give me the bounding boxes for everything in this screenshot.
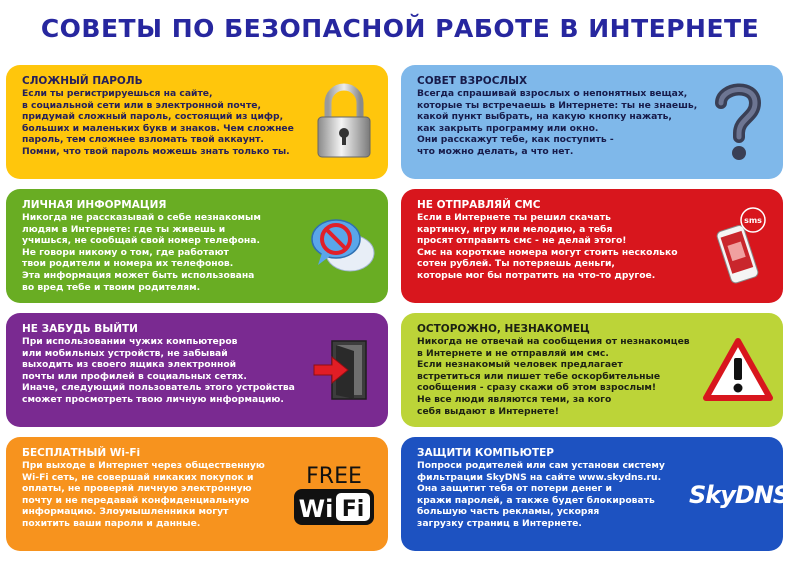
card-log-out (6, 313, 388, 427)
text-line: себя выдают в Интернете! (417, 405, 559, 417)
text-line: какой пункт выбрать, на какую кнопку нажать, (417, 111, 672, 123)
text-line: что можно делать, а что нет. (417, 145, 574, 157)
free-label: FREE (306, 464, 362, 489)
text-line: выходить из своего ящика электронной (22, 359, 237, 371)
text-line: оплаты, не проверяй личную электронную (22, 483, 252, 495)
card-free-wifi (6, 437, 388, 551)
text-line: встретиться или пишет тебе оскорбительные (417, 370, 661, 382)
text-line: Помни, что твой пароль можешь знать только ты. (22, 145, 290, 157)
text-line: Никогда не отвечай на сообщения от незнакомцев (417, 336, 690, 347)
exit-door-icon (310, 335, 374, 405)
text-line: Они расскажут тебе, как поступить - (417, 134, 614, 146)
card-complex-password (6, 65, 388, 179)
svg-text:SkyDNS (689, 481, 789, 509)
text-line: в Интернете и не отправляй им смс. (417, 347, 609, 359)
card-stranger (401, 313, 783, 427)
text-line: фильтрации SkyDNS на сайте www.skydns.ru. (417, 471, 662, 483)
text-line: Иначе, следующий пользователь этого устройства (22, 382, 295, 394)
card-text (417, 460, 702, 530)
wifi-fi-label: Fi (341, 497, 365, 522)
text-line: почты или профилей в социальных сетях. (22, 370, 247, 382)
sms-label: sms (744, 216, 762, 225)
text-line: Всегда спрашивай взрослых о непонятных вещах, (417, 88, 688, 99)
text-line: людям в Интернете: где ты живешь и (22, 223, 226, 235)
card-personal-info (6, 189, 388, 303)
text-line: картинку, игру или мелодию, а тебя (417, 223, 613, 235)
text-line: Она защитит тебя от потери денег и (417, 483, 612, 495)
text-line: Если ты регистрируешься на сайте, (22, 88, 213, 99)
text-line: в социальной сети или в электронной почте, (22, 99, 262, 111)
card-adults-advice (401, 65, 783, 179)
wifi-wi-label: Wi (298, 495, 334, 523)
phone-sms-icon (711, 206, 771, 286)
text-line: как закрыть программу или окно. (417, 122, 599, 134)
text-line: Если незнакомый человек предлагает (417, 359, 623, 371)
text-line: сообщения - сразу скажи об этом взрослым! (417, 382, 657, 394)
card-text (22, 212, 307, 293)
card-title: БЕСПЛАТНЫЙ Wi-Fi (22, 447, 141, 459)
text-line: учишься, не сообщай свой номер телефона. (22, 235, 260, 247)
logo-dns: DNS (734, 481, 790, 509)
card-text (417, 336, 702, 417)
card-title: ЛИЧНАЯ ИНФОРМАЦИЯ (22, 199, 167, 211)
text-line: Wi-Fi сеть, не совершай никаких покупок и (22, 471, 254, 483)
text-line: или мобильных устройств, не забывай (22, 347, 228, 359)
question-mark-icon (715, 81, 761, 163)
text-line: загрузку страниц в Интернете. (417, 517, 582, 529)
card-protect-computer (401, 437, 790, 551)
card-title: СЛОЖНЫЙ ПАРОЛЬ (22, 75, 143, 87)
card-title: ЗАЩИТИ КОМПЬЮТЕР (417, 447, 555, 459)
text-line: Если в Интернете ты решил скачать (417, 212, 611, 223)
card-title: НЕ ОТПРАВЛЯЙ СМС (417, 199, 541, 211)
text-line: во вред тебе и твоим родителям. (22, 281, 201, 293)
text-line: сотен рублей. Ты потеряешь деньги, (417, 258, 615, 270)
text-line: похитить ваши пароли и данные. (22, 517, 201, 529)
page-title: СОВЕТЫ ПО БЕЗОПАСНОЙ РАБОТЕ В ИНТЕРНЕТЕ (40, 14, 760, 43)
free-wifi-icon (292, 461, 376, 527)
card-text (417, 88, 702, 158)
card-title: ОСТОРОЖНО, НЕЗНАКОМЕЦ (417, 323, 590, 335)
text-line: Смс на короткие номера могут стоить несколько (417, 246, 678, 258)
text-line: Попроси родителей или сам установи систему (417, 460, 665, 471)
text-line: Не все люди являются теми, за кого (417, 393, 612, 405)
text-line: пароль, тем сложнее взломать твой аккаунт. (22, 134, 264, 146)
text-line: При использовании чужих компьютеров (22, 336, 238, 347)
text-line: большую часть рекламы, ускоряя (417, 506, 600, 518)
text-line: информацию. Злоумышленники могут (22, 506, 229, 518)
card-title: НЕ ЗАБУДЬ ВЫЙТИ (22, 323, 138, 335)
text-line: Эта информация может быть использована (22, 269, 255, 281)
text-line: больших и маленьких букв и знаков. Чем сложнее (22, 122, 294, 134)
text-line: которые мог бы потратить на что-то другое. (417, 269, 656, 281)
logo-sky: Sky (689, 481, 735, 509)
text-line: кражи паролей, а также будет блокировать (417, 494, 655, 506)
card-text (22, 460, 307, 530)
text-line: твои родители и номера их телефонов. (22, 258, 234, 270)
padlock-icon (314, 83, 374, 161)
card-text (417, 212, 702, 282)
skydns-logo (689, 477, 790, 511)
text-line: почту и не передавай конфиденциальную (22, 494, 250, 506)
text-line: Не говори никому о том, где работают (22, 246, 229, 258)
text-line: сможет просмотреть твою личную информацию. (22, 393, 284, 405)
text-line: При выходе в Интернет через общественную (22, 460, 265, 471)
card-no-sms (401, 189, 783, 303)
text-line: Никогда не рассказывай о себе незнакомым (22, 212, 261, 223)
card-title: СОВЕТ ВЗРОСЛЫХ (417, 75, 528, 87)
text-line: просят отправить смс - не делай этого! (417, 235, 627, 247)
no-chat-icon (308, 211, 378, 281)
warning-icon (703, 338, 773, 402)
card-text (22, 336, 307, 406)
card-text (22, 88, 307, 158)
text-line: придумай сложный пароль, состоящий из цифр, (22, 111, 284, 123)
text-line: которые ты встречаешь в Интернете: ты не знаешь, (417, 99, 698, 111)
